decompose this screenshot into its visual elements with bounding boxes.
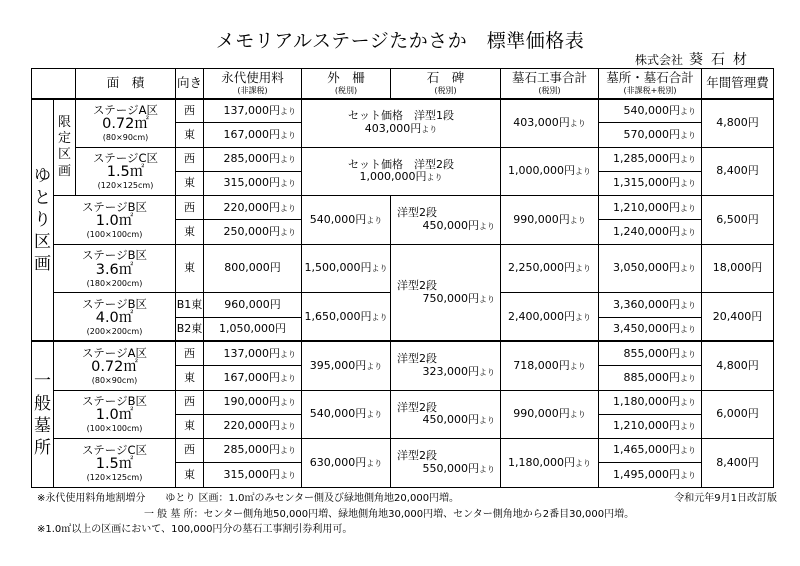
annual-fee-cell: 18,000円 <box>702 244 774 293</box>
usage-fee-cell: 137,000円より <box>204 341 302 365</box>
direction-cell: 東 <box>176 463 204 487</box>
price-table <box>31 68 774 488</box>
usage-fee-cell: 960,000円 <box>204 293 302 317</box>
usage-fee-cell: 220,000円より <box>204 414 302 438</box>
grand-total-cell: 1,210,000円より <box>599 414 702 438</box>
annual-fee-cell: 4,800円 <box>702 341 774 390</box>
grand-total-cell: 1,210,000円より <box>599 196 702 220</box>
section-yutori: ゆ と り 区 画 <box>32 99 54 342</box>
area-cell: ステージC区 1.5㎡ (120×125cm) <box>54 439 176 488</box>
company-prefix: 株式会社 <box>634 53 683 67</box>
header-work-total: 墓石工事合計 (税別) <box>501 69 599 99</box>
page-title: メモリアルステージたかさか 標準価格表 <box>215 30 585 52</box>
set-price-cell: セット価格 洋型2段 1,000,000円より <box>302 147 501 196</box>
table-row <box>32 244 774 268</box>
annual-fee-cell: 6,500円 <box>702 196 774 245</box>
direction-cell: 西 <box>176 390 204 414</box>
stone-cell: 洋型2段 550,000円より <box>391 439 501 488</box>
work-total-cell: 1,000,000円より <box>501 147 599 196</box>
direction-cell: 西 <box>176 439 204 463</box>
work-total-cell: 990,000円より <box>501 196 599 245</box>
header-grand-total: 墓所・墓石合計 (非課税+税別) <box>599 69 702 99</box>
usage-fee-cell: 190,000円より <box>204 390 302 414</box>
header-annual-fee: 年間管理費 <box>702 69 774 99</box>
note-discount-voucher: ※1.0㎡以上の区画において、100,000円分の墓石工事割引券利用可。 <box>37 524 353 535</box>
usage-fee-cell: 285,000円より <box>204 439 302 463</box>
grand-total-cell: 540,000円より <box>599 99 702 123</box>
area-cell: ステージC区 1.5㎡ (120×125cm) <box>76 147 176 196</box>
table-row <box>32 147 774 171</box>
usage-fee-cell: 250,000円より <box>204 220 302 244</box>
usage-fee-cell: 220,000円より <box>204 196 302 220</box>
grand-total-cell: 855,000円より <box>599 341 702 365</box>
direction-cell: 東 <box>176 414 204 438</box>
revision-date: 令和元年9月1日改訂版 <box>674 493 777 504</box>
company-name <box>635 49 755 69</box>
table-row <box>32 341 774 365</box>
grand-total-cell: 1,240,000円より <box>599 220 702 244</box>
usage-fee-cell: 137,000円より <box>204 99 302 123</box>
grand-total-cell: 885,000円より <box>599 366 702 390</box>
note-corner-surcharge: ※永代使用料角地割増分 ゆとり 区画：1.0㎡のみセンター側及び緑地側角地20,000円増。 令和元年9月1日改訂版 <box>37 491 777 507</box>
direction-cell: B2東 <box>176 317 204 341</box>
direction-cell: 東 <box>176 171 204 195</box>
direction-cell: 西 <box>176 341 204 365</box>
stone-cell: 洋型2段 450,000円より <box>391 390 501 439</box>
direction-cell: 西 <box>176 99 204 123</box>
table-row <box>32 196 774 220</box>
usage-fee-cell: 285,000円より <box>204 147 302 171</box>
set-price-cell: セット価格 洋型1段 403,000円より <box>302 99 501 148</box>
stone-cell: 洋型2段 323,000円より <box>391 341 501 390</box>
usage-fee-cell: 167,000円より <box>204 366 302 390</box>
grand-total-cell: 1,495,000円より <box>599 463 702 487</box>
work-total-cell: 2,250,000円より <box>501 244 599 293</box>
annual-fee-cell: 8,400円 <box>702 439 774 488</box>
stone-cell: 洋型2段 750,000円より <box>391 244 501 341</box>
header-area: 面 積 <box>76 69 176 99</box>
table-row <box>32 99 774 123</box>
usage-fee-cell: 800,000円 <box>204 244 302 293</box>
grand-total-cell: 3,050,000円より <box>599 244 702 293</box>
usage-fee-cell: 315,000円より <box>204 171 302 195</box>
direction-cell: 東 <box>176 220 204 244</box>
work-total-cell: 718,000円より <box>501 341 599 390</box>
area-cell: ステージA区 0.72㎡ (80×90cm) <box>54 341 176 390</box>
header-blank <box>32 69 76 99</box>
annual-fee-cell: 4,800円 <box>702 99 774 148</box>
grand-total-cell: 570,000円より <box>599 123 702 147</box>
work-total-cell: 1,180,000円より <box>501 439 599 488</box>
work-total-cell: 2,400,000円より <box>501 293 599 342</box>
header-fence: 外 柵 (税別) <box>302 69 391 99</box>
fence-cell: 540,000円より <box>302 390 391 439</box>
note-general-surcharge: 一 般 墓 所：センター側角地50,000円増、緑地側角地30,000円増、センター側角地から2番目30,000円増。 <box>144 508 635 520</box>
fence-cell: 395,000円より <box>302 341 391 390</box>
direction-cell: 西 <box>176 196 204 220</box>
table-row <box>32 439 774 463</box>
grand-total-cell: 3,360,000円より <box>599 293 702 317</box>
usage-fee-cell: 167,000円より <box>204 123 302 147</box>
stone-cell: 洋型2段 450,000円より <box>391 196 501 245</box>
direction-cell: 東 <box>176 366 204 390</box>
direction-cell: 東 <box>176 244 204 293</box>
annual-fee-cell: 20,400円 <box>702 293 774 342</box>
usage-fee-cell: 315,000円より <box>204 463 302 487</box>
fence-cell: 1,650,000円より <box>302 293 391 342</box>
grand-total-cell: 1,315,000円より <box>599 171 702 195</box>
table-row <box>32 390 774 414</box>
fence-cell: 540,000円より <box>302 196 391 245</box>
grand-total-cell: 1,285,000円より <box>599 147 702 171</box>
direction-cell: B1東 <box>176 293 204 317</box>
grand-total-cell: 1,180,000円より <box>599 390 702 414</box>
grand-total-cell: 1,465,000円より <box>599 439 702 463</box>
area-cell: ステージB区 1.0㎡ (100×100cm) <box>54 390 176 439</box>
area-cell: ステージB区 4.0㎡ (200×200cm) <box>54 293 176 342</box>
direction-cell: 西 <box>176 147 204 171</box>
section-general: 一 般 墓 所 <box>32 341 54 487</box>
work-total-cell: 403,000円より <box>501 99 599 148</box>
area-cell: ステージB区 3.6㎡ (180×200cm) <box>54 244 176 293</box>
annual-fee-cell: 8,400円 <box>702 147 774 196</box>
header-stone: 石 碑 (税別) <box>391 69 501 99</box>
area-cell: ステージB区 1.0㎡ (100×100cm) <box>54 196 176 245</box>
section-limited: 限 定 区 画 <box>54 99 76 196</box>
work-total-cell: 990,000円より <box>501 390 599 439</box>
area-cell: ステージA区 0.72㎡ (80×90cm) <box>76 99 176 148</box>
usage-fee-cell: 1,050,000円 <box>204 317 302 341</box>
annual-fee-cell: 6,000円 <box>702 390 774 439</box>
header-row <box>32 69 774 99</box>
direction-cell: 東 <box>176 123 204 147</box>
header-direction: 向き <box>176 69 204 99</box>
fence-cell: 1,500,000円より <box>302 244 391 293</box>
footnotes <box>37 491 777 538</box>
company-brand: 葵石材 <box>689 52 755 68</box>
grand-total-cell: 3,450,000円より <box>599 317 702 341</box>
header-usage-fee: 永代使用料 (非課税) <box>204 69 302 99</box>
fence-cell: 630,000円より <box>302 439 391 488</box>
